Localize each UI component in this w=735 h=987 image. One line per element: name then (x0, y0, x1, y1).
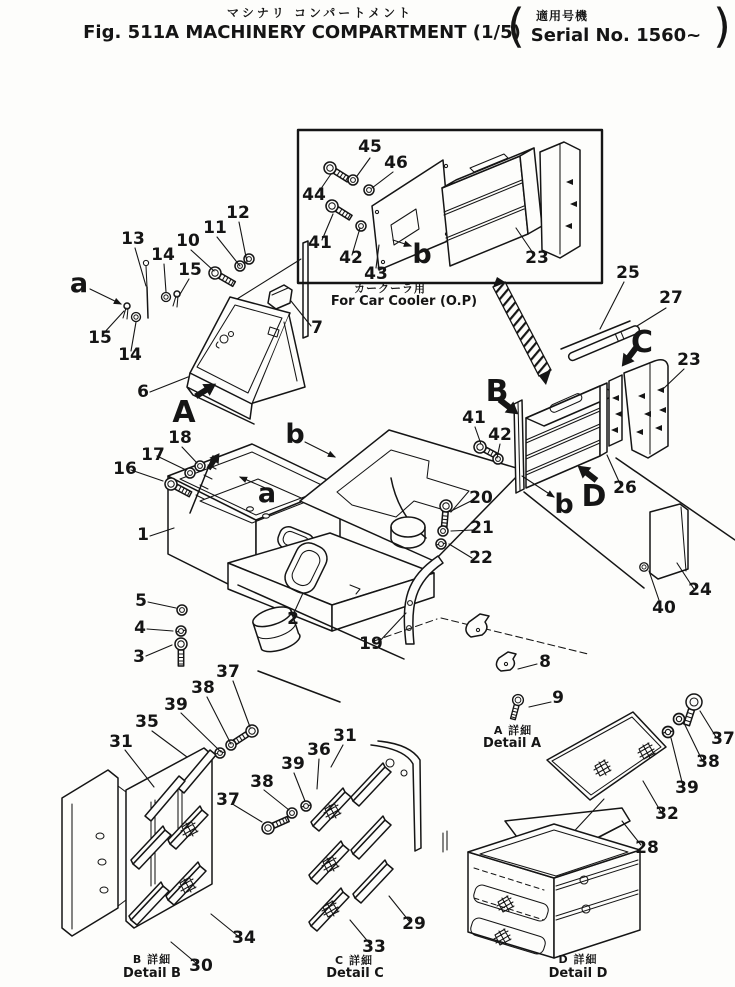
callout-1: 1 (137, 525, 149, 545)
callout-30: 30 (189, 956, 213, 976)
callout-3: 3 (133, 647, 145, 667)
callout-18: 18 (168, 428, 192, 448)
clip-8-upper-drawing (466, 614, 489, 637)
louver-slat (353, 860, 393, 903)
callout-8: 8 (539, 652, 551, 672)
panel-23-drawing (624, 360, 668, 458)
callout-36: 36 (307, 740, 331, 760)
detail-c-jp: C 詳細 (335, 954, 373, 967)
callout-26: 26 (613, 478, 637, 498)
clip-8-lower-drawing (496, 652, 516, 671)
callout-2: 2 (287, 609, 299, 629)
callout-15-lower: 15 (88, 328, 112, 348)
view-A: A (172, 395, 196, 430)
louver-slat (351, 816, 391, 859)
arrow-a-left (90, 289, 121, 304)
callout-39-c: 39 (281, 754, 305, 774)
bolt-9-drawing (508, 693, 525, 720)
washer-39-c-drawing (301, 801, 311, 811)
washer-46-drawing (364, 185, 374, 195)
paren-close: ) (713, 0, 731, 53)
callout-11: 11 (203, 218, 227, 238)
callout-20: 20 (469, 488, 493, 508)
view-a-left: a (69, 268, 89, 299)
callout-37-d: 37 (711, 729, 735, 749)
arrow-b-deck (305, 442, 335, 457)
callout-23-inset: 23 (525, 248, 549, 268)
detail-b-wall (62, 770, 118, 936)
callout-23: 23 (677, 350, 701, 370)
fig-title: Fig. 511A MACHINERY COMPARTMENT (1/5) (83, 22, 521, 43)
callout-38-b: 38 (191, 678, 215, 698)
divider-26-drawing (600, 383, 607, 456)
callout-14-lower: 14 (118, 345, 142, 365)
view-B: B (485, 374, 509, 409)
washer-45-drawing (348, 175, 358, 185)
detail-b-assembly (62, 723, 260, 936)
inset-caption-jp: カークーラ用 (354, 282, 426, 295)
callout-38-c: 38 (250, 772, 274, 792)
callout-31-b: 31 (109, 732, 133, 752)
detail-d-en: Detail D (548, 966, 608, 981)
detail-c-en: Detail C (326, 966, 384, 981)
detail-d-jp: D 詳細 (558, 953, 598, 966)
seal-strip-drawing (493, 282, 551, 376)
washer-39-b-drawing (215, 748, 225, 758)
rod-13-drawing (147, 287, 148, 318)
callout-6: 6 (137, 382, 149, 402)
callout-22: 22 (469, 548, 493, 568)
bolt-3-drawing (175, 638, 187, 666)
inset-caption-en: For Car Cooler (O.P) (330, 294, 478, 309)
view-a-box: a (257, 478, 277, 509)
washer-14-lower-drawing (132, 313, 141, 322)
view-D: D (581, 479, 607, 514)
plate-43-drawing (372, 160, 450, 270)
callout-27: 27 (659, 288, 683, 308)
view-b-right: b (554, 489, 574, 520)
view-b-inset: b (412, 239, 432, 270)
washer-4-drawing (176, 626, 186, 636)
louver-slat (351, 763, 391, 806)
callout-5: 5 (135, 591, 147, 611)
callout-10: 10 (176, 231, 200, 251)
callout-17: 17 (141, 445, 165, 465)
callout-33: 33 (362, 937, 386, 957)
washer-21-drawing (438, 526, 448, 536)
callout-41: 41 (462, 408, 486, 428)
louver-slat (309, 888, 349, 931)
callout-46: 46 (384, 153, 408, 173)
callout-19: 19 (359, 634, 383, 654)
washer-22-drawing (436, 539, 446, 549)
callout-32: 32 (655, 804, 679, 824)
jp-title: マシナリ コンパートメント (226, 6, 414, 20)
callout-31-c: 31 (333, 726, 357, 746)
callout-42: 42 (488, 425, 512, 445)
callout-40: 40 (652, 598, 676, 618)
serial-en: Serial No. 1560~ (530, 25, 702, 46)
washer-5-drawing (177, 605, 187, 615)
callout-15-upper: 15 (178, 260, 202, 280)
detail-b-jp: B 詳細 (132, 953, 172, 966)
callout-42-inset: 42 (339, 248, 363, 268)
callout-38-d: 38 (696, 752, 720, 772)
detail-a-en: Detail A (482, 736, 542, 751)
washer-38-d-drawing (674, 714, 685, 725)
paren-open: ( (507, 0, 525, 53)
washer-42-inset-drawing (356, 221, 366, 231)
callout-16: 16 (113, 459, 137, 479)
callout-14-upper: 14 (151, 245, 175, 265)
callout-12: 12 (226, 203, 250, 223)
callout-41-inset: 41 (308, 233, 332, 253)
view-b-deck: b (285, 419, 305, 450)
bolt-37-c-drawing (260, 814, 290, 836)
callout-25: 25 (616, 263, 640, 283)
callout-13: 13 (121, 229, 145, 249)
callout-28: 28 (635, 838, 659, 858)
bolt-41-inset-drawing (324, 198, 354, 223)
cooler-bracket-assembly (436, 277, 735, 588)
callout-35: 35 (135, 712, 159, 732)
washer-17-drawing (185, 468, 195, 478)
washer-38-b-drawing (226, 740, 236, 750)
view-C: C (630, 325, 654, 360)
callout-7: 7 (311, 318, 323, 338)
callout-44: 44 (302, 185, 326, 205)
callout-34: 34 (232, 928, 256, 948)
detail-b-en: Detail B (123, 966, 181, 981)
callout-24: 24 (688, 580, 712, 600)
callout-45: 45 (358, 137, 382, 157)
serial-jp: 適用号機 (535, 9, 589, 23)
plate-24-drawing (650, 504, 688, 579)
callout-37-b: 37 (216, 662, 240, 682)
callout-39-b: 39 (164, 695, 188, 715)
detail-a-jp: A 詳細 (493, 724, 533, 737)
callout-39-d: 39 (675, 778, 699, 798)
callout-21: 21 (470, 518, 494, 538)
callout-43: 43 (364, 264, 388, 284)
bracket-7-drawing (268, 285, 292, 309)
callout-29: 29 (402, 914, 426, 934)
grommet-40-drawing (640, 563, 649, 572)
callout-4: 4 (134, 618, 146, 638)
pin-15-upper-drawing (173, 291, 180, 307)
washer-39-d-drawing (663, 727, 674, 738)
cover-assembly (123, 241, 308, 424)
washer-14-upper-drawing (162, 293, 171, 302)
bolt-37-d-drawing (684, 694, 702, 726)
callout-37-c: 37 (216, 790, 240, 810)
callout-9: 9 (552, 688, 564, 708)
